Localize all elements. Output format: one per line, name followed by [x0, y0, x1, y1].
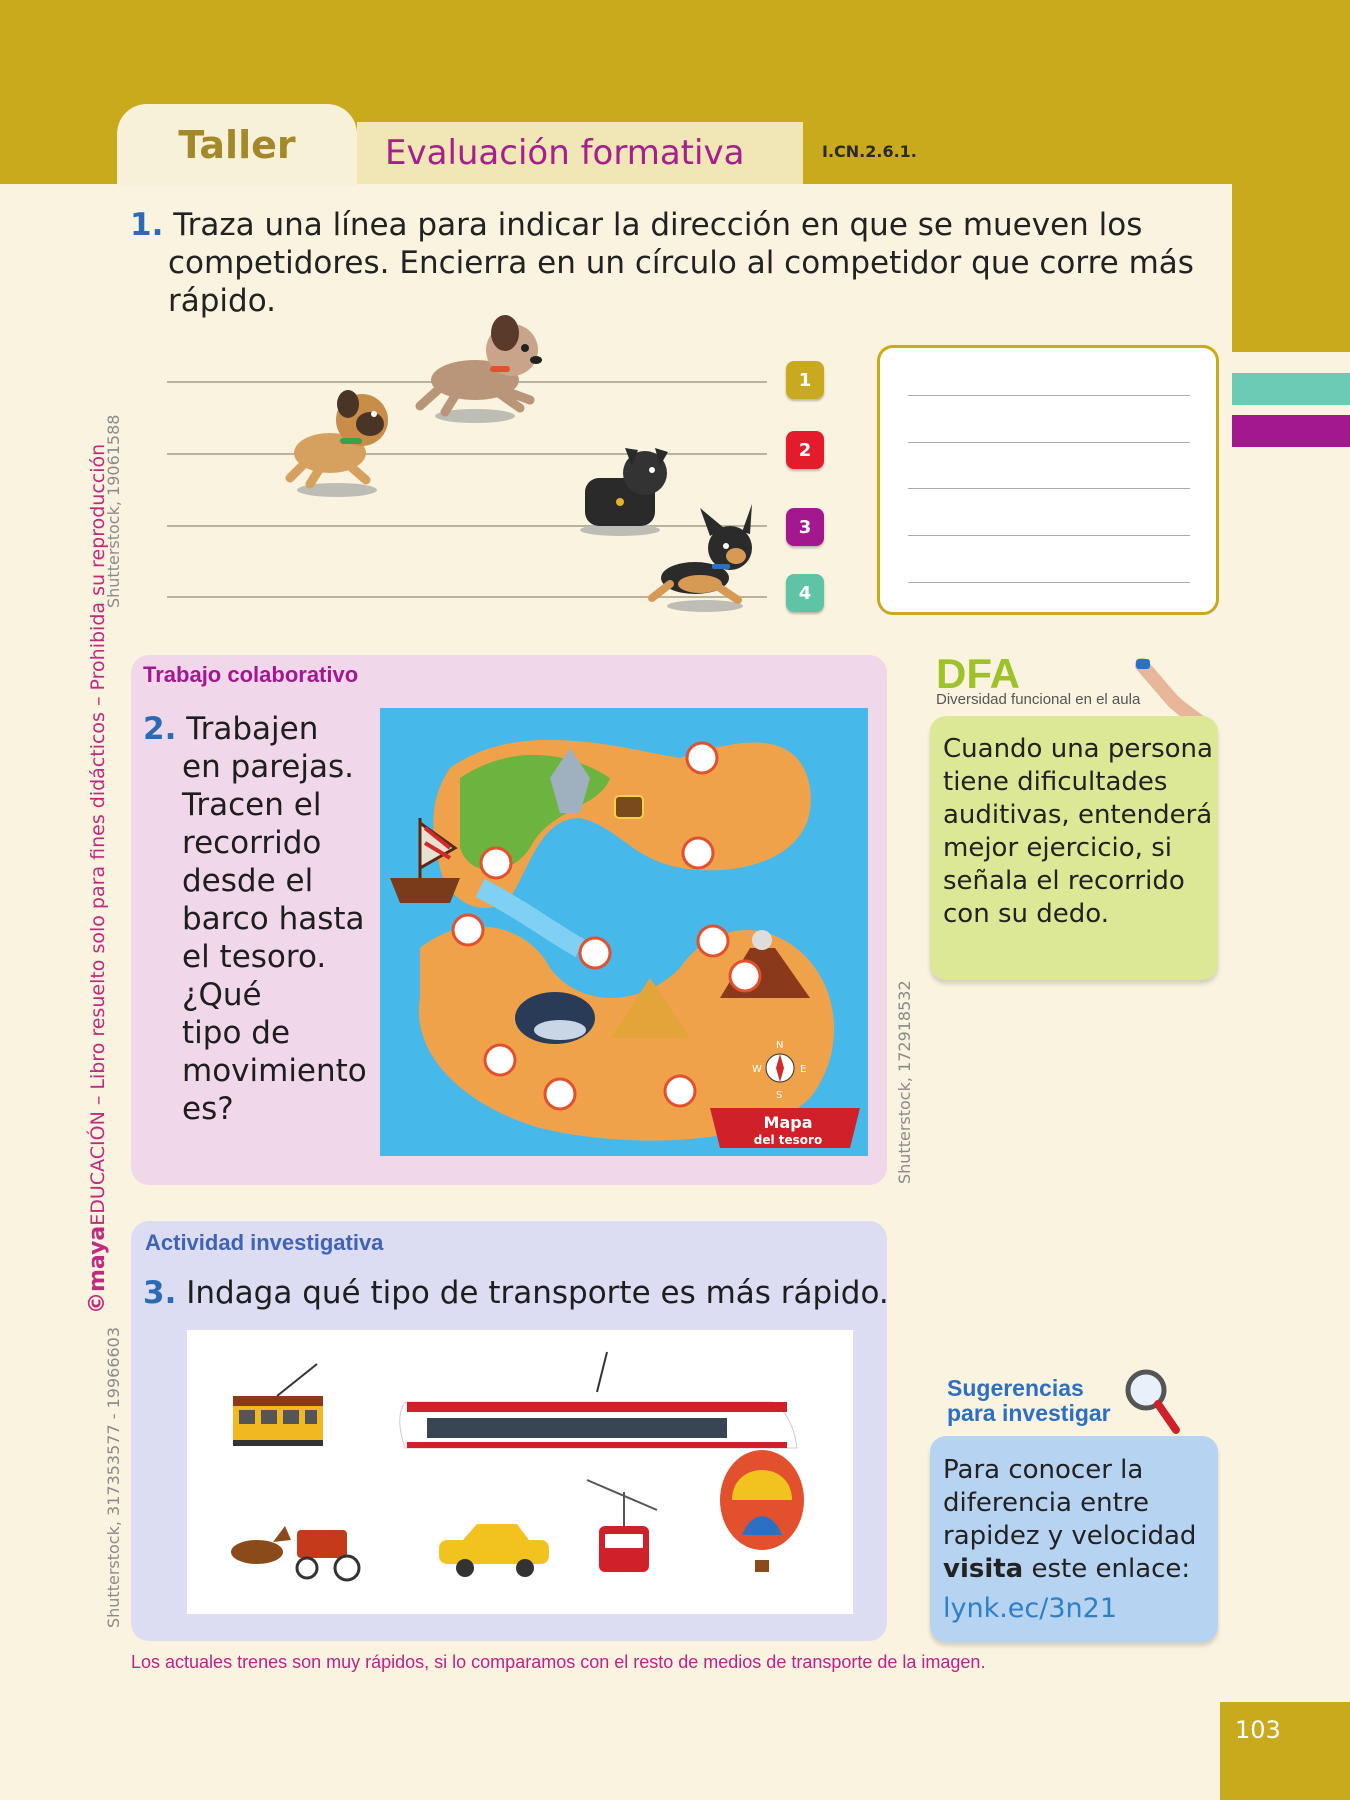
question-1-verb-encierra: Encierra	[399, 245, 528, 281]
question-1	[130, 206, 1220, 320]
answer-line[interactable]	[908, 535, 1190, 536]
taxi-icon	[439, 1524, 549, 1577]
answer-line[interactable]	[908, 442, 1190, 443]
map-stop[interactable]	[665, 1076, 695, 1106]
suggestions-text-b: este enlace:	[1023, 1554, 1191, 1584]
map-title-banner	[710, 1108, 860, 1148]
question-2-line-1: en parejas.	[182, 749, 354, 785]
map-stop[interactable]	[453, 915, 483, 945]
question-2-line-6: el tesoro.	[182, 939, 327, 975]
answer-line[interactable]	[908, 582, 1190, 583]
map-stop[interactable]	[683, 838, 713, 868]
dog-4-icon[interactable]	[652, 504, 752, 612]
question-2-line-3: recorrido	[182, 825, 322, 861]
copyright-text: EDUCACIÓN – Libro resuelto solo para fines didácticos – Prohibida su reproducción	[87, 443, 109, 1226]
dfa-text: Cuando una persona tiene dificultades auditivas, entenderá mejor ejercicio, si señala el recorrido con su dedo.	[943, 734, 1213, 929]
map-stop[interactable]	[698, 926, 728, 956]
question-2-line-4: desde el	[182, 863, 314, 899]
question-2-number: 2.	[143, 711, 177, 747]
maya-logo: ©maya	[85, 1225, 110, 1314]
map-stop[interactable]	[481, 848, 511, 878]
transport-illustration	[187, 1330, 853, 1614]
lane-badge-3: 3	[786, 508, 824, 546]
question-1-number: 1.	[130, 207, 164, 243]
treasure-map-illustration	[380, 708, 868, 1156]
map-stop[interactable]	[485, 1045, 515, 1075]
lane-badge-4: 4	[786, 574, 824, 612]
dfa-title: DFA	[936, 650, 1020, 697]
magnifying-glass-icon	[1122, 1366, 1184, 1438]
tab-evaluacion-formativa: Evaluación formativa	[357, 122, 803, 184]
map-stop[interactable]	[730, 961, 760, 991]
question-2-line-9: movimiento	[182, 1053, 367, 1089]
suggestions-link[interactable]: lynk.ec/3n21	[943, 1593, 1118, 1624]
question-3-number: 3.	[143, 1275, 177, 1311]
map-stop[interactable]	[545, 1079, 575, 1109]
question-1-text-c: en un círculo al competidor que corre más	[527, 245, 1194, 281]
right-margin-band	[1232, 184, 1350, 352]
dog-runners-illustration	[280, 308, 760, 618]
suggestions-title-2: para investigar	[947, 1400, 1111, 1426]
compass-e: E	[800, 1064, 807, 1075]
question-3	[143, 1274, 889, 1312]
compass-n: N	[776, 1040, 784, 1051]
map-stop[interactable]	[687, 743, 717, 773]
cable-car-icon	[587, 1480, 657, 1572]
tab-taller: Taller	[117, 104, 357, 186]
teal-tab-marker	[1232, 373, 1350, 405]
question-3-text: qué tipo de transporte es más rápido.	[292, 1275, 889, 1311]
answer-line[interactable]	[908, 395, 1190, 396]
suggestions-title	[947, 1376, 1111, 1426]
suggestions-text-a: Para conocer la diferencia entre rapidez y velocidad	[943, 1455, 1197, 1551]
answer-box[interactable]	[877, 345, 1219, 615]
dfa-subtitle: Diversidad funcional en el aula	[936, 691, 1141, 708]
question-2-line-10: es?	[182, 1091, 234, 1127]
horse-carriage-icon	[231, 1526, 359, 1580]
hot-air-balloon-icon	[720, 1450, 804, 1572]
question-2-verb-tracen: Tracen	[182, 787, 284, 823]
whale-icon	[515, 992, 595, 1044]
dog-2-icon[interactable]	[290, 390, 388, 497]
credit-transport: Shutterstock, 317353577 - 19966603	[104, 1326, 123, 1628]
compass-w: W	[752, 1064, 762, 1075]
question-1-text-a: una línea para indicar la dirección en que se mueven los	[254, 207, 1143, 243]
treasure-chest-icon	[615, 796, 643, 818]
credit-map: Shutterstock, 172918532	[895, 980, 914, 1184]
collaborative-title: Trabajo colaborativo	[143, 662, 359, 687]
map-stop[interactable]	[580, 938, 610, 968]
question-2-verb-trabajen: Trabajen	[186, 711, 319, 747]
suggestions-text-bold: visita	[943, 1554, 1024, 1584]
question-2-line-8: tipo de	[182, 1015, 291, 1051]
question-2-line-7: ¿Qué	[182, 977, 262, 1013]
tram-icon	[233, 1364, 323, 1446]
investigative-title: Actividad investigativa	[145, 1230, 384, 1255]
magenta-tab-marker	[1232, 415, 1350, 447]
lane-badge-2: 2	[786, 431, 824, 469]
question-3-verb-indaga: Indaga	[186, 1275, 293, 1311]
suggestions-text	[943, 1454, 1215, 1586]
compass-s: S	[776, 1090, 783, 1101]
question-1-text-b: competidores.	[168, 245, 400, 281]
dog-3-icon[interactable]	[580, 448, 668, 536]
map-title-1: Mapa	[763, 1113, 813, 1132]
page-number: 103	[1220, 1702, 1350, 1800]
train-icon	[400, 1352, 797, 1448]
question-2	[143, 710, 383, 1128]
suggestions-title-1: Sugerencias	[947, 1375, 1084, 1401]
lane-badge-1: 1	[786, 361, 824, 399]
question-1-text-d: rápido.	[168, 283, 276, 319]
map-title-2: del tesoro	[753, 1133, 823, 1147]
copyright-notice	[85, 444, 110, 1314]
indicator-code: I.CN.2.6.1.	[822, 142, 917, 161]
answer-note: Los actuales trenes son muy rápidos, si lo comparamos con el resto de medios de transporte de la imagen.	[131, 1652, 986, 1672]
dog-1-icon[interactable]	[420, 315, 542, 423]
question-2-line-5: barco hasta	[182, 901, 365, 937]
answer-line[interactable]	[908, 488, 1190, 489]
question-1-verb-traza: Traza	[173, 207, 255, 243]
question-2-line-2: el	[283, 787, 322, 823]
treasure-map[interactable]	[380, 708, 868, 1156]
credit-dogs: Shutterstock, 19061588	[104, 414, 123, 608]
